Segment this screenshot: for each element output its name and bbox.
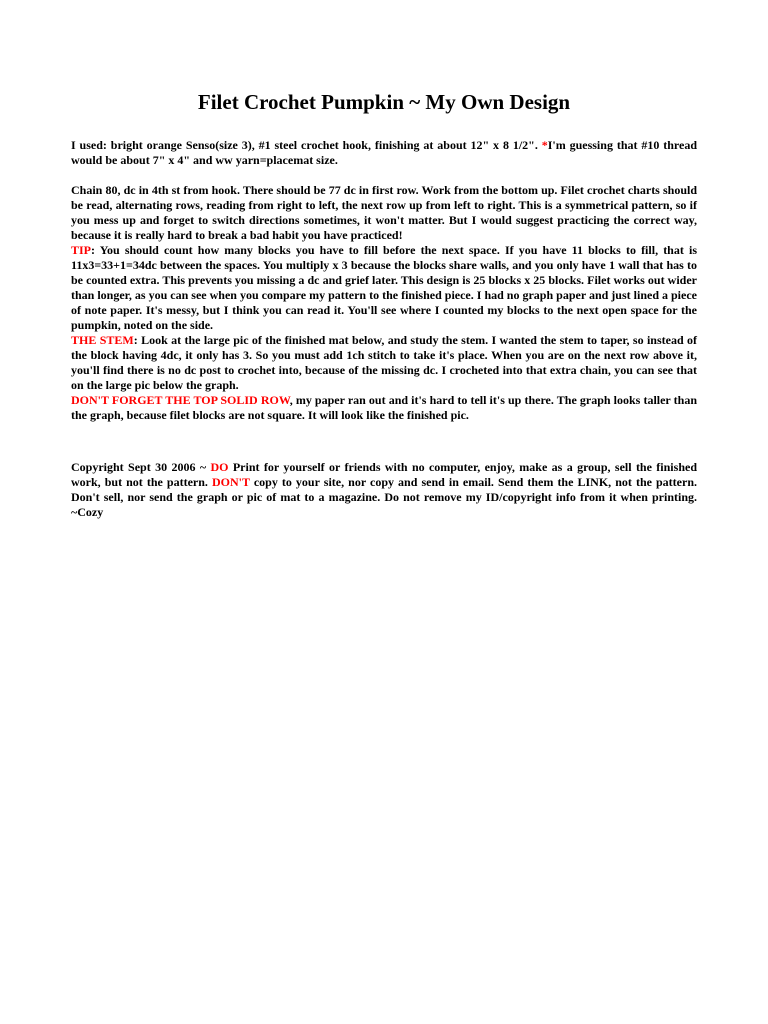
chain-instructions: Chain 80, dc in 4th st from hook. There should be 77 dc in first row. Work from the bottom up. Filet crochet charts should be read, alternating rows, reading from right to left, the next row up from left to right. This is a symmetrical pattern, so if you mess up and forget to switch directions sometimes, it won't matter. But I would suggest practicing the correct way, because it is really hard to break a bad habit you have practiced!: [71, 183, 697, 242]
do-text: Print for yourself or friends with no computer, enjoy, make as a group, sell the finished work, but not the pattern.: [71, 460, 697, 489]
do-label: DO: [210, 460, 229, 474]
page-title: Filet Crochet Pumpkin ~ My Own Design: [197, 90, 571, 114]
tip-label: TIP: [71, 243, 92, 257]
stem-label: THE STEM: [71, 333, 134, 347]
document-page: [71, 88, 697, 520]
section-spacer: [71, 423, 697, 460]
asterisk-mark: *: [541, 138, 548, 152]
copyright-intro: Copyright Sept 30 2006 ~: [71, 460, 211, 474]
stem-text: : Look at the large pic of the finished mat below, and study the stem. I wanted the stem to taper, so instead of the block having 4dc, it only has 3. So you must add 1ch stitch to take it's place. When you are on the next row above it, you'll find there is no dc post to crochet into, because of the missing dc. I crocheted into that extra chain, you can see that on the large pic below the graph.: [71, 333, 697, 392]
dont-label: DON'T: [211, 475, 250, 489]
materials-line: I used: bright orange Senso(size 3), #1 steel crochet hook, finishing at about 12" x 8 1/2".: [71, 138, 538, 152]
instructions-paragraph: [71, 183, 697, 423]
tip-text: : You should count how many blocks you have to fill before the next space. If you have 11 blocks to fill, that is 11x3=33+1=34dc between the spaces. You multiply x 3 because the blocks share walls, and you only have 1 wall that has to be counted extra. This prevents you missing a dc and grief later. This design is 25 blocks x 25 blocks. Filet works out wider than longer, as you can see when you compare my pattern to the finished piece. I had no graph paper and just lined a piece of note paper. It's messy, but I think you can read it. You'll see where I counted my blocks to the next open space for the pumpkin, noted on the side.: [71, 243, 697, 332]
paragraph-spacer: [71, 168, 697, 183]
copyright-paragraph: [71, 460, 697, 520]
top-row-text: , my paper ran out and it's hard to tell it's up there. The graph looks taller than the graph, because filet blocks are not square. It will look like the finished pic.: [71, 393, 697, 422]
dont-text: copy to your site, nor copy and send in email. Send them the LINK, not the pattern. Don't sell, nor send the graph or pic of mat to a magazine. Do not remove my ID/copyright info from it when printing. ~Cozy: [71, 475, 698, 519]
materials-paragraph: [71, 138, 697, 168]
thread-size-note: I'm guessing that #10 thread would be about 7" x 4" and ww yarn=placemat size.: [71, 138, 698, 167]
top-row-label: DON'T FORGET THE TOP SOLID ROW: [71, 393, 290, 407]
